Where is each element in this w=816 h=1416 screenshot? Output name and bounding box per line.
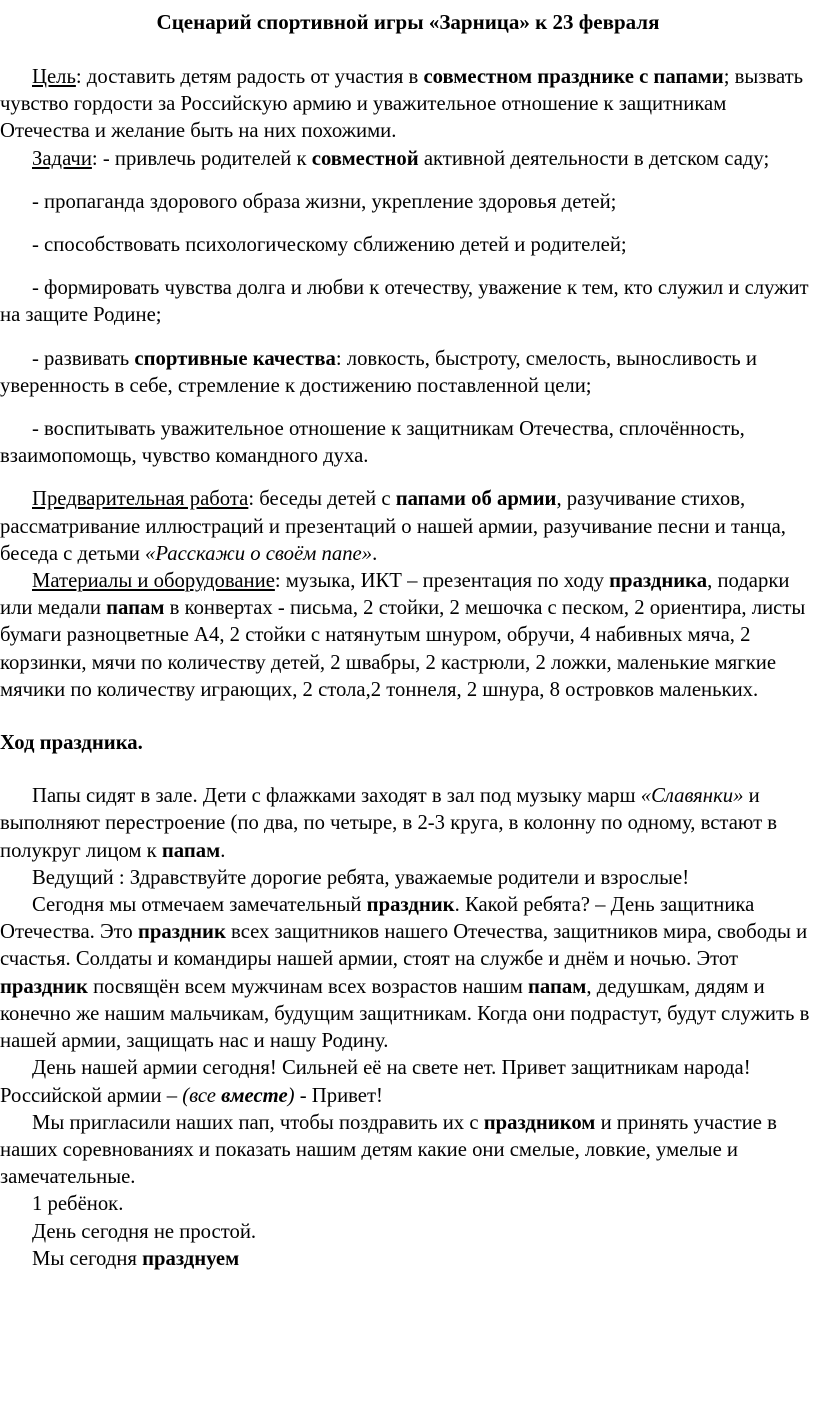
materials-bold: праздника — [609, 570, 708, 593]
prework-text-3: . — [372, 542, 378, 565]
materials-text-3: в конвертах - письма, 2 стойки, 2 мешочка с песком, 2 ориентира, листы бумаги разноцветные А4, 2 стойки с натянутым шнуром, обручи, 4 набивных мяча, 2 корзинки, мячи по количеству детей, 2 швабры, 2 кастрюли, 2 ложки, маленькие мягкие мячики по количеству играющих, 2 стола,2 тоннеля, 2 шнура, 8 островков маленьких. — [0, 597, 806, 701]
course-bold-2: праздник — [137, 921, 226, 944]
course-text-3: . — [220, 839, 226, 862]
course-bold: папам — [161, 839, 221, 862]
poem-line — [0, 1246, 816, 1273]
materials-bold-2: папам — [106, 597, 165, 620]
materials-paragraph — [0, 568, 816, 704]
course-italic-2: ) — [287, 1084, 295, 1107]
course-paragraph-greeting: Ведущий : Здравствуйте дорогие ребята, уважаемые родители и взрослые! — [32, 866, 690, 889]
poem-bold: празднуем — [142, 1247, 240, 1270]
course-text-2: и принять участие в наших соревнованиях и показать нашим детям какие они смелые, ловкие, умелые и замечательные. — [0, 1111, 777, 1189]
document-title: Сценарий спортивной игры «Зарница» к 23 февраля — [156, 10, 660, 34]
task-item-qualities — [0, 346, 816, 400]
materials-label: Материалы и оборудование — [32, 570, 275, 593]
prework-italic: «Расскажи о своём папе» — [145, 542, 373, 565]
course-bold: праздник — [366, 894, 455, 917]
tasks-paragraph — [0, 146, 816, 173]
task-item: - способствовать психологическому сближению детей и родителей; — [32, 234, 627, 257]
goal-text: : доставить детям радость от участия в — [75, 66, 424, 88]
task-item: - формировать чувства долга и любви к отечеству, уважение к тем, кто служил и служит на защите Родине; — [0, 277, 809, 327]
course-bold-4: папам — [527, 975, 587, 998]
task-item: - пропаганда здорового образа жизни, укрепление здоровья детей; — [32, 190, 617, 213]
course-text: Папы сидят в зале. Дети с флажками заходят в зал под музыку марш — [32, 785, 641, 808]
task-text-2: : ловкость, быстроту, смелость, выносливость и уверенность в себе, стремление к достижению поставленной цели; — [0, 347, 757, 397]
prework-paragraph — [0, 486, 816, 568]
task-bold: спортивные качества — [134, 347, 336, 370]
course-bold-italic: вместе — [221, 1084, 288, 1107]
tasks-text-2: активной деятельности в детском саду; — [418, 147, 770, 170]
poem-line: День сегодня не простой. — [32, 1220, 257, 1243]
prework-text: : беседы детей с — [248, 488, 396, 511]
materials-text-2: , подарки или медали — [0, 570, 790, 620]
tasks-text: : - привлечь родителей к — [91, 147, 312, 170]
task-item: - воспитывать уважительное отношение к защитникам Отечества, сплочённость, взаимопомощь, чувство командного духа. — [0, 418, 745, 468]
goal-text-2: ; вызвать чувство гордости за Российскую армию и уважительное отношение к защитникам Отечества и желание быть на них похожими. — [0, 66, 804, 143]
poem-speaker: 1 ребёнок. — [32, 1193, 124, 1216]
course-bold: праздником — [483, 1111, 596, 1134]
course-text: Мы пригласили наших пап, чтобы поздравить их с — [32, 1111, 484, 1134]
poem-text: Мы сегодня — [32, 1247, 143, 1270]
course-text-5: , дедушкам, дядям и конечно же нашим мальчикам, будущим защитникам. Когда они подрастут, будут служить в нашей армии, защищать нас и нашу Родину. — [0, 975, 810, 1053]
goal-paragraph — [0, 64, 816, 146]
prework-label: Предварительная работа — [32, 488, 249, 511]
course-text-3: всех защитников нашего Отечества, защитников мира, свободы и счастья. Солдаты и командиры нашей армии, стоят на службе и днём и ночью. Этот — [0, 921, 808, 971]
course-paragraph-invite — [0, 1110, 816, 1192]
course-bold-3: праздник — [0, 975, 88, 998]
course-italic: «Славянки» — [640, 785, 744, 808]
course-text: Сегодня мы отмечаем замечательный — [32, 894, 367, 917]
course-italic: (все — [182, 1084, 222, 1107]
tasks-label: Задачи — [32, 147, 92, 170]
materials-text: : музыка, ИКТ – презентация по ходу — [274, 570, 610, 593]
tasks-bold: совместной — [311, 147, 419, 170]
course-text: День нашей армии сегодня! Сильней её на свете нет. Привет защитникам народа! Российской армии – — [0, 1057, 751, 1107]
course-paragraph-holiday — [0, 892, 816, 1055]
course-paragraph-entrance — [0, 783, 816, 865]
course-text-4: посвящён всем мужчинам всех возрастов нашим — [87, 975, 528, 998]
course-text-2: и выполняют перестроение (по два, по четыре, в 2-3 круга, в колонну по одному, встают в полукруг лицом к — [0, 785, 778, 862]
prework-bold: папами об армии — [395, 488, 557, 511]
goal-bold: совместном празднике с папами — [423, 66, 724, 88]
course-paragraph-army-day — [0, 1055, 816, 1109]
course-text-2: . Какой ребята? – День защитника Отечества. Это — [0, 894, 755, 944]
course-heading: Ход праздника. — [0, 732, 143, 755]
prework-text-2: , разучивание стихов, рассматривание иллюстраций и презентаций о нашей армии, разучивание песни и танца, беседа с детьми — [0, 488, 786, 565]
task-text: - развивать — [32, 347, 135, 370]
goal-label: Цель — [32, 66, 76, 88]
course-text-2: - Привет! — [294, 1084, 383, 1107]
